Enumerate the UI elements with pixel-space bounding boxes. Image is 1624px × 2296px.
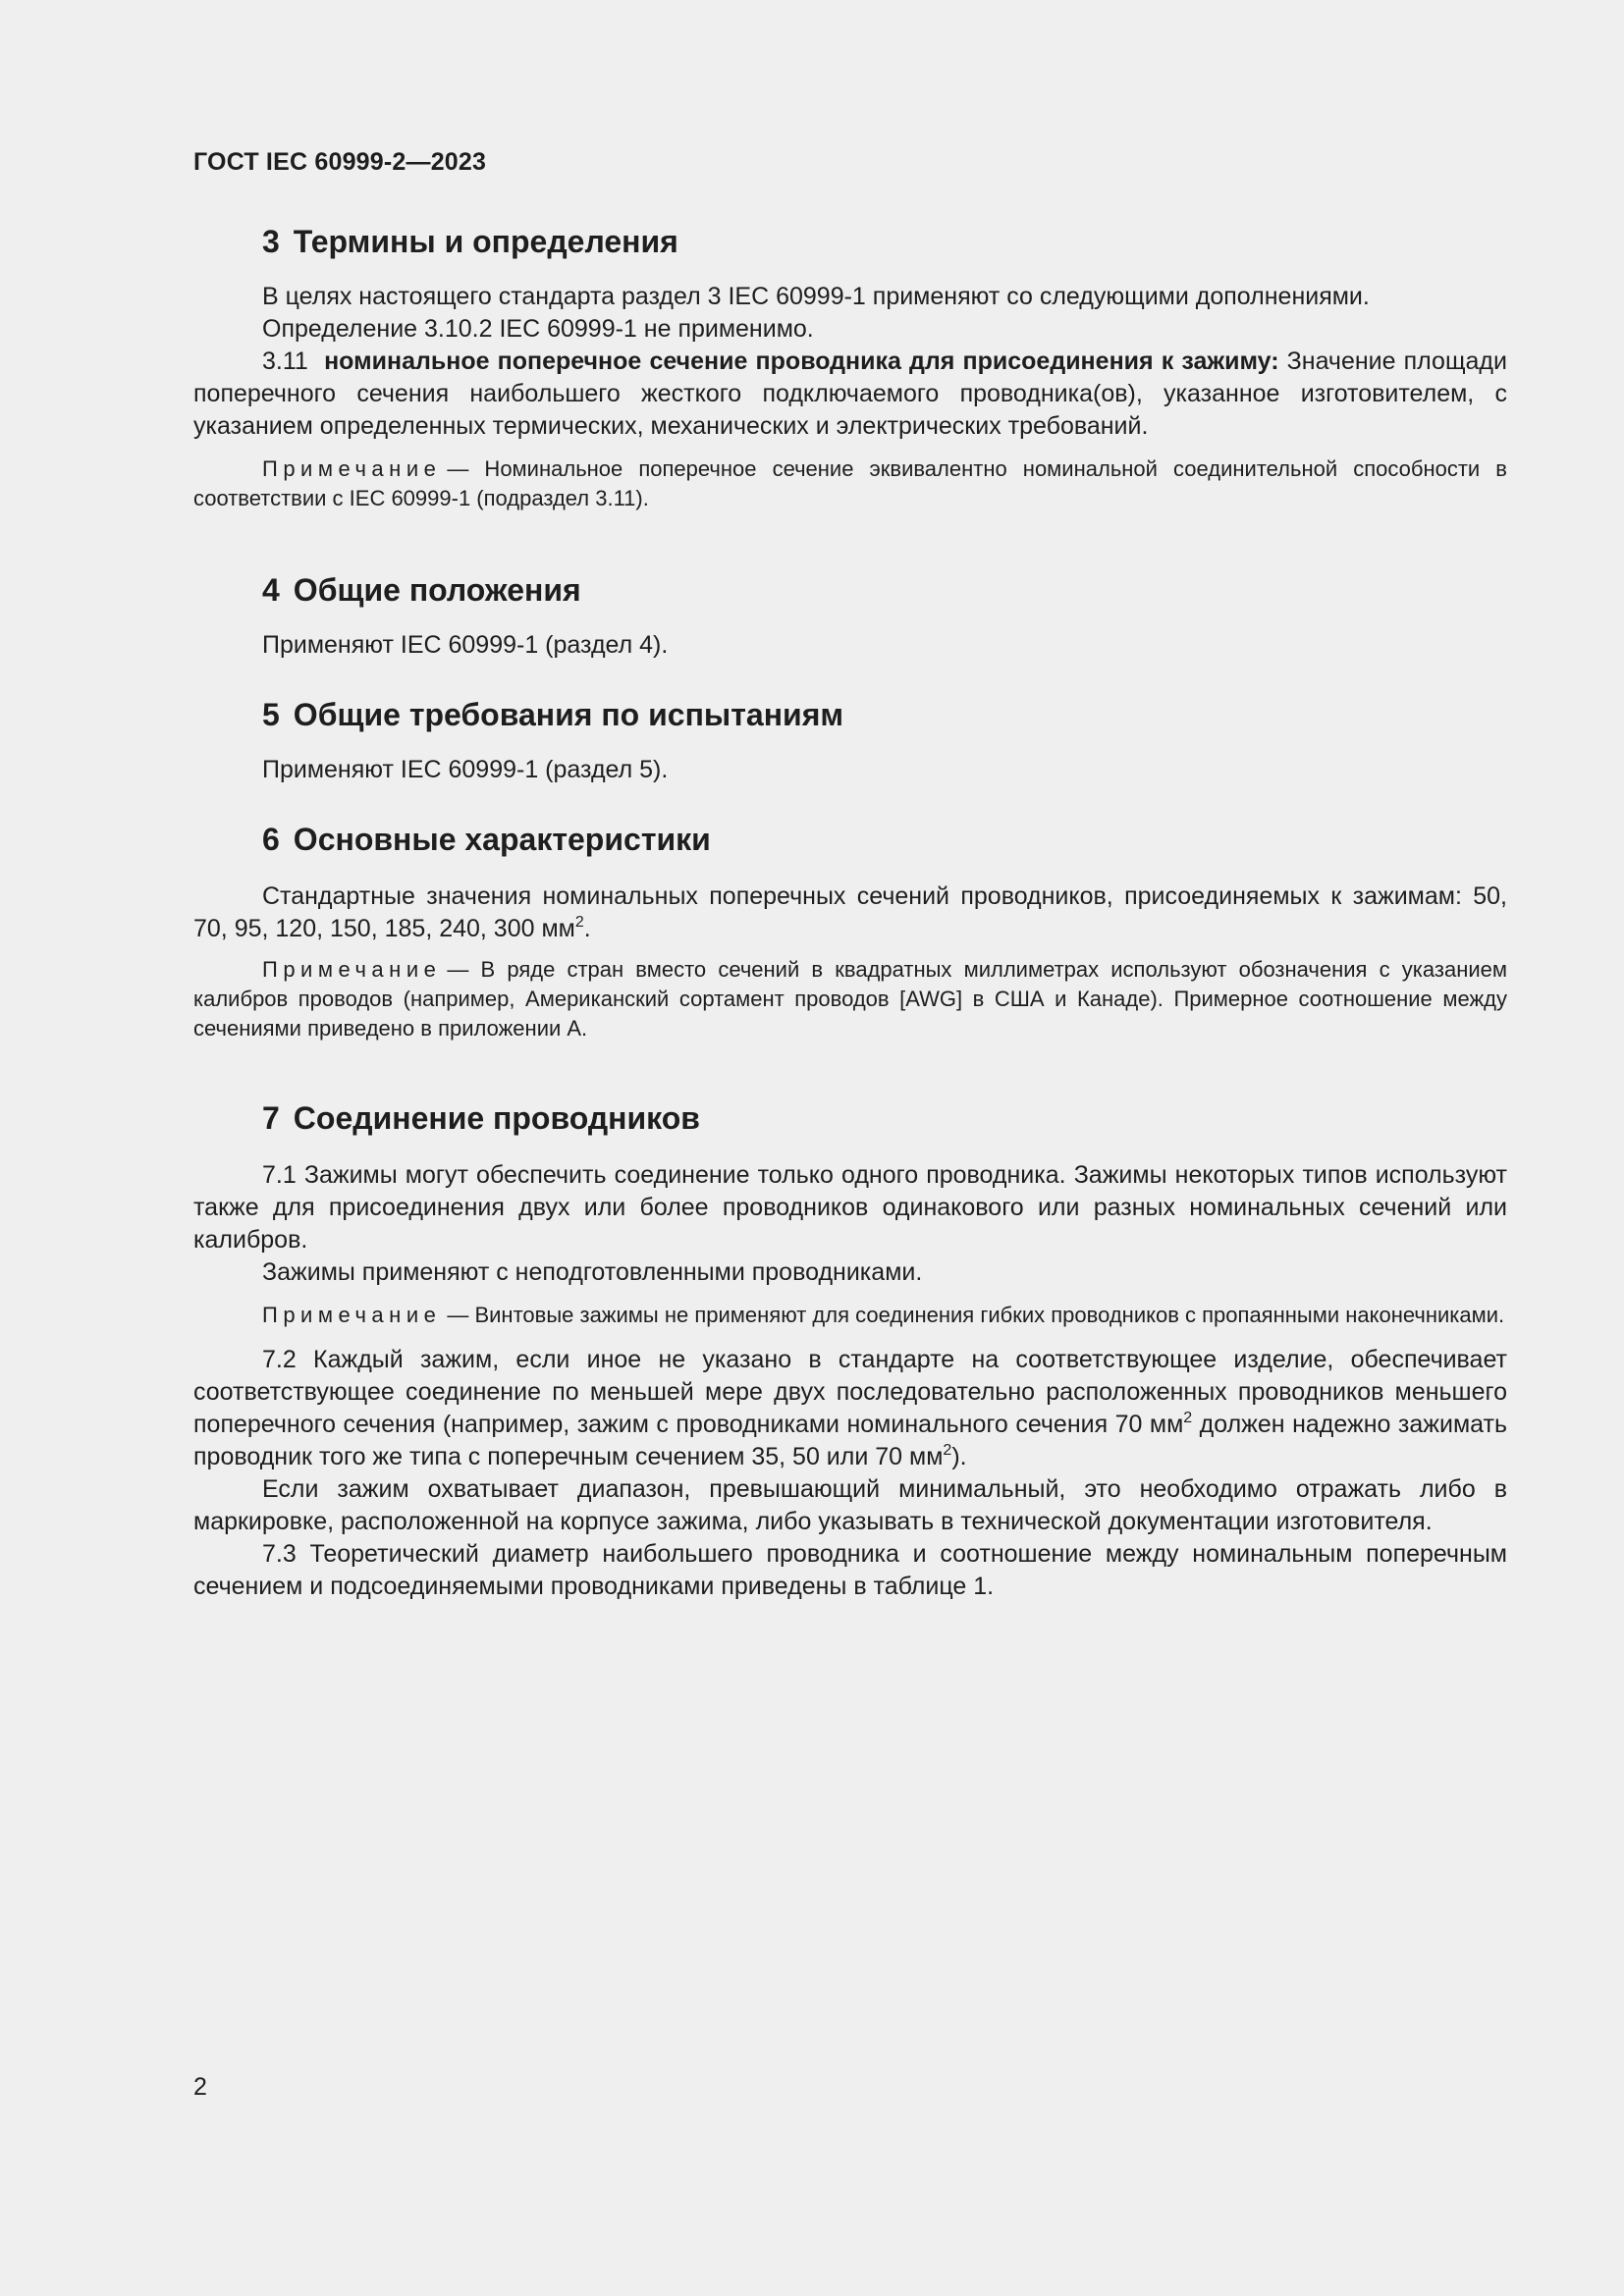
section-number: 4 <box>262 572 280 608</box>
note <box>193 955 1507 1043</box>
clause-7-2 <box>193 1344 1507 1473</box>
section-number: 6 <box>262 822 280 857</box>
clause-7-1: 7.1 Зажимы могут обеспечить соединение только одного проводника. Зажимы некоторых типов используют также для присоединения двух или более проводников одинакового или разных номинальных сечений или калибров. <box>193 1161 1507 1254</box>
superscript: 2 <box>1183 1410 1193 1426</box>
section-number: 5 <box>262 697 280 732</box>
section-title: Термины и определения <box>293 224 678 259</box>
note <box>193 454 1507 513</box>
section-title: Соединение проводников <box>293 1100 700 1136</box>
document-header: ГОСТ IEC 60999-2—2023 <box>193 148 487 176</box>
clause-text: должен надежно зажимать проводник того же типа с поперечным сечением 35, 50 или 70 мм <box>193 1411 1507 1470</box>
section-4-paragraph: Применяют IEC 60999-1 (раздел 4). <box>262 631 669 659</box>
page-number: 2 <box>193 2073 207 2101</box>
term-definition <box>193 346 1507 443</box>
clause-text: ). <box>951 1443 967 1470</box>
note-label: Примечание <box>262 957 442 982</box>
section-5-paragraph: Применяют IEC 60999-1 (раздел 5). <box>262 756 669 783</box>
superscript: 2 <box>943 1442 952 1459</box>
note-text: — В ряде стран вместо сечений в квадратных миллиметрах используют обозначения с указанием калибров проводов (например, Американский сортамент проводов [AWG] в США и Канаде). Примерное соотношение между сечениями приведено в приложении А. <box>193 957 1507 1041</box>
note-text: — Винтовые зажимы не применяют для соединения гибких проводников с пропаянными наконечниками. <box>447 1303 1505 1327</box>
term-text: Значение площади поперечного сечения наибольшего жесткого подключаемого проводника(ов), указанное изготовителем, с указанием определенных термических, механических и электрических требований. <box>193 347 1507 440</box>
section-title: Общие требования по испытаниям <box>293 697 844 732</box>
note-label: Примечание <box>262 1303 442 1327</box>
section-3-heading <box>193 222 1507 261</box>
superscript: 2 <box>574 914 584 931</box>
note-text: — Номинальное поперечное сечение эквивалентно номинальной соединительной способности в соответствии с IEC 60999-1 (подраздел 3.11). <box>193 456 1507 510</box>
paragraph-end: . <box>583 915 591 942</box>
section-title: Основные характеристики <box>293 822 711 857</box>
term-name: номинальное поперечное сечение проводника для присоединения к зажиму: <box>324 347 1279 375</box>
section-5-heading <box>193 695 1507 734</box>
section-3-paragraph-1: В целях настоящего стандарта раздел 3 IEC 60999-1 применяют со следующими дополнениями. <box>262 283 1370 310</box>
section-3-paragraph-2: Определение 3.10.2 IEC 60999-1 не применимо. <box>262 315 814 343</box>
clause-7-1-continuation: Зажимы применяют с неподготовленными проводниками. <box>262 1258 923 1286</box>
note-label: Примечание <box>262 456 442 481</box>
clause-text: 7.2 Каждый зажим, если иное не указано в стандарте на соответствующее изделие, обеспечивает соответствующее соединение по меньшей мере двух последовательно расположенных проводников меньшего поперечного сечения (например, зажим с проводниками номинального сечения 70 мм <box>193 1346 1507 1438</box>
section-number: 7 <box>262 1100 280 1136</box>
section-6-heading <box>193 820 1507 859</box>
section-6-paragraph <box>193 881 1507 945</box>
note <box>193 1301 1507 1330</box>
term-number: 3.11 <box>262 347 308 375</box>
document-body <box>193 220 1507 1603</box>
section-number: 3 <box>262 224 280 259</box>
section-7-heading <box>193 1098 1507 1138</box>
section-4-heading <box>193 570 1507 610</box>
paragraph-text: Стандартные значения номинальных поперечных сечений проводников, присоединяемых к зажимам: 50, 70, 95, 120, 150, 185, 240, 300 мм <box>193 882 1507 942</box>
clause-7-3: 7.3 Теоретический диаметр наибольшего проводника и соотношение между номинальным поперечным сечением и подсоединяемыми проводниками приведены в таблице 1. <box>193 1540 1507 1600</box>
clause-7-2-continuation: Если зажим охватывает диапазон, превышающий минимальный, это необходимо отражать либо в маркировке, расположенной на корпусе зажима, либо указывать в технической документации изготовителя. <box>193 1475 1507 1535</box>
section-title: Общие положения <box>293 572 581 608</box>
